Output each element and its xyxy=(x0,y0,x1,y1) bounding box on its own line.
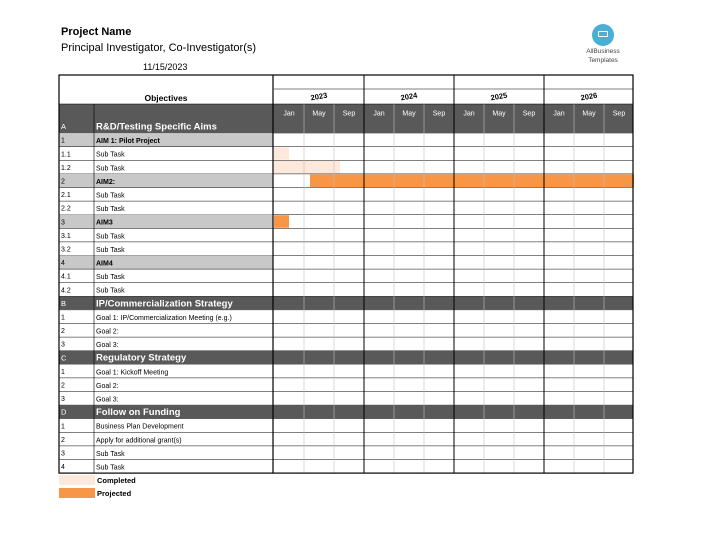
task-label: Apply for additional grant(s) xyxy=(96,437,182,445)
aim-title: AIM3 xyxy=(96,219,113,227)
month-label: Jan xyxy=(283,110,295,118)
section-title: Follow on Funding xyxy=(96,407,181,419)
task-label: Goal 3: xyxy=(96,396,119,404)
project-name: Project Name xyxy=(61,26,132,38)
task-label: Sub Task xyxy=(96,464,125,472)
row-id: 1 xyxy=(61,137,65,145)
row-id: 4 xyxy=(61,260,65,268)
projected-bar xyxy=(310,174,634,187)
row-id: 1.1 xyxy=(61,151,71,159)
logo-line-2: Templates xyxy=(588,57,618,64)
completed-bar xyxy=(274,161,340,174)
row-id: 1.2 xyxy=(61,164,71,172)
row-id: 4.2 xyxy=(61,287,71,295)
row-id: 3.2 xyxy=(61,246,71,254)
row-id: B xyxy=(61,298,67,308)
row-id: 3 xyxy=(61,341,65,349)
aim-row-bg xyxy=(59,256,273,270)
task-label: Goal 3: xyxy=(96,342,119,350)
row-id: 2.1 xyxy=(61,192,71,200)
month-label: May xyxy=(492,110,506,118)
row-id: 3 xyxy=(61,219,65,227)
row-id: 4.1 xyxy=(61,273,71,281)
project-date: 11/15/2023 xyxy=(143,62,188,72)
task-label: Sub Task xyxy=(96,233,125,241)
month-label: Sep xyxy=(612,110,626,118)
aim-row-bg xyxy=(59,215,273,229)
completed-bar xyxy=(274,147,289,160)
row-id: 1 xyxy=(61,368,65,376)
year-label-2024: 2024 xyxy=(399,90,418,103)
aim-title: AIM 1: Pilot Project xyxy=(96,138,160,146)
month-label: May xyxy=(402,110,416,118)
legend-projected-swatch xyxy=(59,488,95,498)
row-id: 4 xyxy=(61,464,65,472)
row-id: 2 xyxy=(61,382,65,390)
aim-row-bg xyxy=(59,133,273,147)
task-label: Sub Task xyxy=(96,192,125,200)
task-label: Goal 2: xyxy=(96,328,119,336)
objectives-header: Objectives xyxy=(144,93,188,103)
row-id: 1 xyxy=(61,314,65,322)
aim-title: AIM2: xyxy=(96,178,116,186)
section-title: Regulatory Strategy xyxy=(96,352,187,364)
task-label: Sub Task xyxy=(96,246,125,254)
row-id: A xyxy=(61,122,67,132)
task-label: Goal 1: Kickoff Meeting xyxy=(96,369,169,377)
aim-title: AIM4 xyxy=(96,260,113,268)
legend-projected-label: Projected xyxy=(97,489,132,498)
task-label: Sub Task xyxy=(96,450,125,458)
logo-line-1: AllBusiness xyxy=(586,48,620,55)
task-label: Sub Task xyxy=(96,274,125,282)
month-label: Sep xyxy=(342,110,356,118)
month-label: Jan xyxy=(373,110,385,118)
row-id: 2.2 xyxy=(61,205,71,213)
section-title: R&D/Testing Specific Aims xyxy=(96,121,217,133)
task-label: Goal 1: IP/Commercialization Meeting (e.g.) xyxy=(96,314,232,322)
row-id: 2 xyxy=(61,436,65,444)
month-label: Jan xyxy=(553,110,565,118)
task-label: Sub Task xyxy=(96,287,125,295)
projected-bar xyxy=(274,215,289,228)
task-label: Sub Task xyxy=(96,151,125,159)
investigators: Principal Investigator, Co-Investigator(s) xyxy=(61,42,257,54)
month-label: Sep xyxy=(522,110,536,118)
row-id: D xyxy=(61,407,67,417)
task-label: Goal 2: xyxy=(96,382,119,390)
row-id: 2 xyxy=(61,178,65,186)
task-label: Business Plan Development xyxy=(96,423,184,431)
year-label-2023: 2023 xyxy=(309,90,328,103)
month-label: Jan xyxy=(463,110,475,118)
year-label-2025: 2025 xyxy=(489,90,508,103)
task-label: Sub Task xyxy=(96,165,125,173)
row-id: 3 xyxy=(61,450,65,458)
row-id: 3.1 xyxy=(61,232,71,240)
row-id: 3 xyxy=(61,396,65,404)
aim-row-bg xyxy=(59,174,273,188)
row-id: 1 xyxy=(61,423,65,431)
row-id: 2 xyxy=(61,328,65,336)
legend-completed-swatch xyxy=(59,475,95,485)
month-label: May xyxy=(312,110,326,118)
legend-completed-label: Completed xyxy=(97,476,136,485)
month-label: Sep xyxy=(432,110,446,118)
section-title: IP/Commercialization Strategy xyxy=(96,298,233,310)
month-label: May xyxy=(582,110,596,118)
year-label-2026: 2026 xyxy=(579,90,598,103)
row-id: C xyxy=(61,353,67,363)
task-label: Sub Task xyxy=(96,206,125,214)
